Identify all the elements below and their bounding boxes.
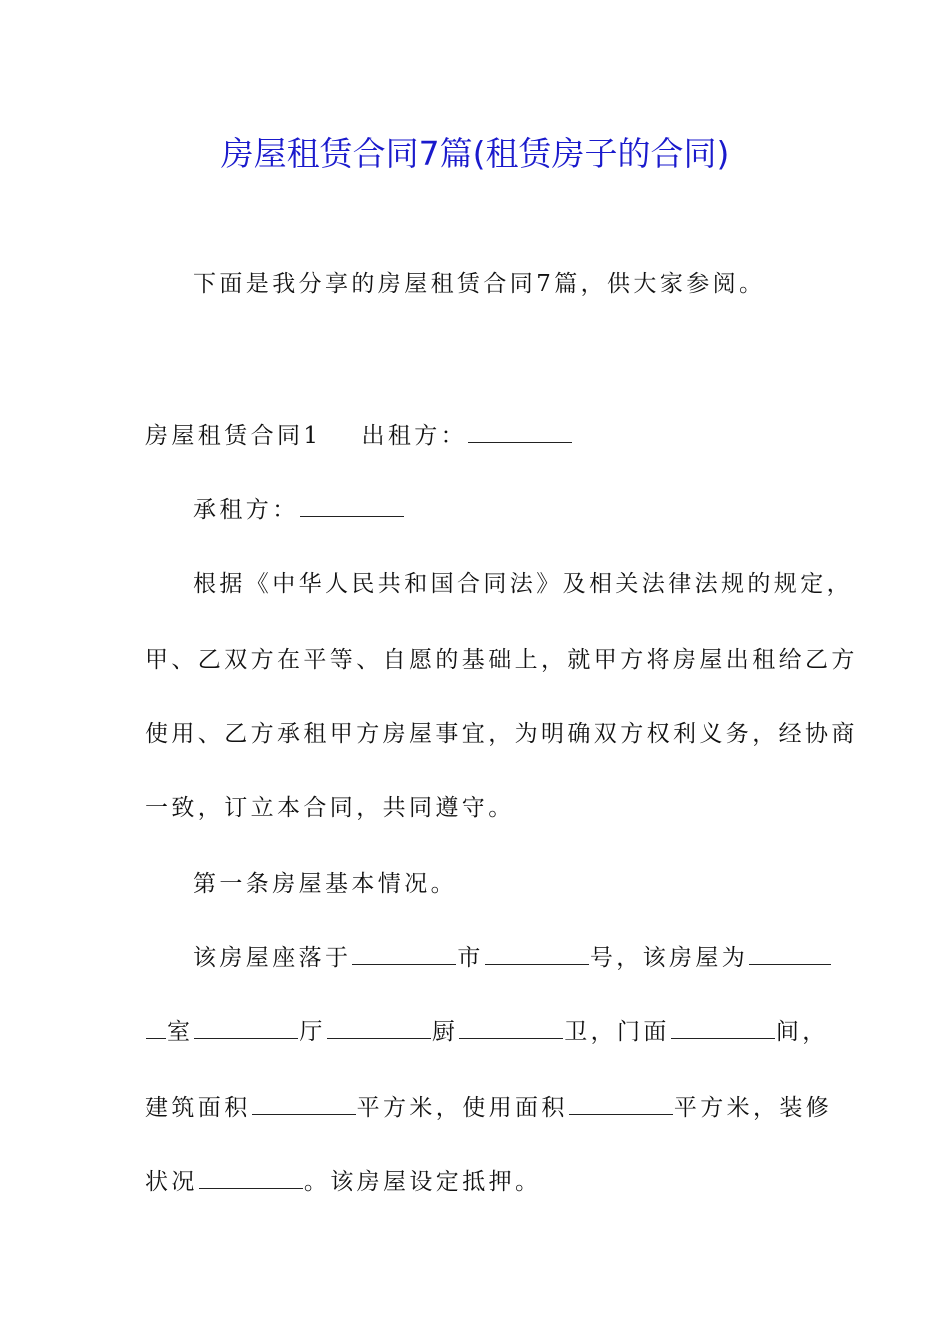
storefront-blank (671, 1012, 775, 1039)
number-blank (485, 938, 589, 965)
lessor-label: 出租方： (361, 423, 468, 449)
contract-header-line (145, 416, 573, 456)
paragraph-line: 甲、乙双方在平等、自愿的基础上，就甲方将房屋出租给乙方 (145, 647, 858, 673)
text-segment: 卫，门面 (564, 1019, 670, 1045)
bath-blank (459, 1012, 563, 1039)
text-segment: 该房屋座落于 (193, 945, 352, 971)
paragraph-line: 根据《中华人民共和国合同法》及相关法律法规的规定， (193, 571, 853, 597)
text-segment: 状况 (145, 1169, 198, 1195)
paragraph-line (145, 1088, 832, 1128)
lessor-blank (468, 416, 572, 443)
lessee-label: 承租方： (193, 497, 299, 523)
paragraph-line (145, 1012, 829, 1052)
lessee-blank (300, 490, 404, 517)
article-heading: 第一条房屋基本情况。 (193, 871, 457, 897)
document-title: 房屋租赁合同7篇(租赁房子的合同) (220, 134, 730, 173)
section-heading: 房屋租赁合同1 (145, 423, 322, 449)
lessee-line (193, 490, 405, 530)
hall-blank (194, 1012, 298, 1039)
paragraph-line: 使用、乙方承租甲方房屋事宜，为明确双方权利义务，经协商 (145, 721, 858, 747)
paragraph-line (193, 938, 832, 978)
paragraph-line (145, 1162, 541, 1202)
text-segment: 平方米，装修 (673, 1095, 833, 1121)
text-segment: 厅 (299, 1019, 326, 1045)
usable-area-blank (569, 1088, 673, 1115)
kitchen-blank (327, 1012, 431, 1039)
text-segment: 市 (457, 945, 484, 971)
decoration-blank (199, 1162, 303, 1189)
rooms-blank (749, 938, 831, 965)
text-segment: 室 (167, 1019, 194, 1045)
text-segment: 厨 (431, 1019, 459, 1045)
rooms-blank-cont (146, 1012, 166, 1039)
text-segment: 间， (775, 1019, 829, 1045)
text-segment: 平方米，使用面积 (356, 1095, 568, 1121)
text-segment: 号，该房屋为 (589, 945, 749, 971)
paragraph-line: 一致，订立本合同，共同遵守。 (145, 795, 515, 821)
building-area-blank (252, 1088, 356, 1115)
intro-paragraph: 下面是我分享的房屋租赁合同7篇，供大家参阅。 (193, 271, 766, 297)
city-blank (352, 938, 456, 965)
text-segment: 。该房屋设定抵押。 (303, 1169, 542, 1195)
text-segment: 建筑面积 (145, 1095, 251, 1121)
